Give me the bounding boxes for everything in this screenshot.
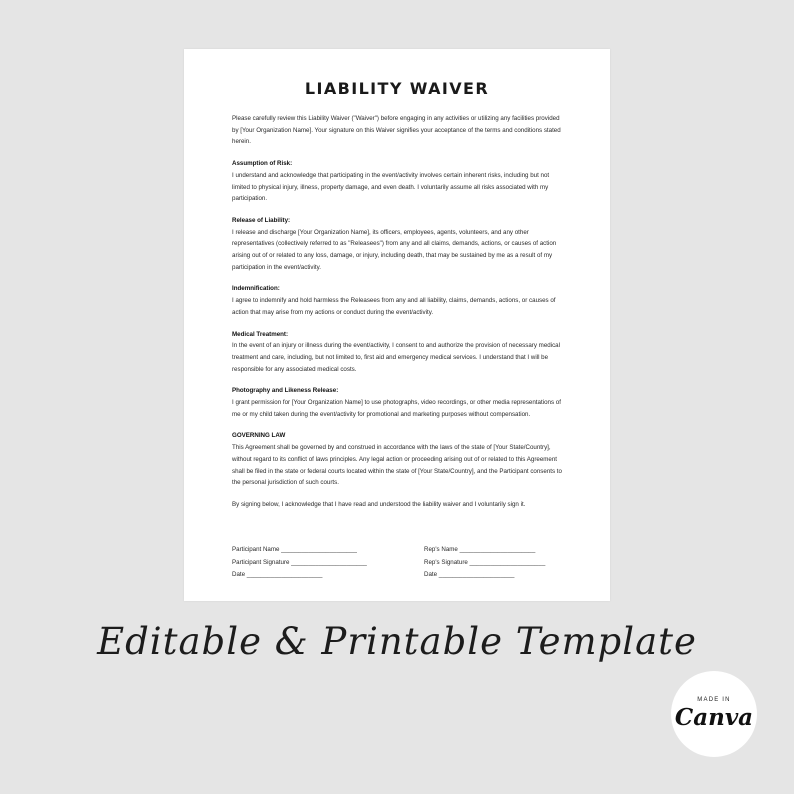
intro-paragraph: Please carefully review this Liability Waiver ("Waiver") before engaging in any activities or utilizing any facilities provided by [Your Organization Name]. Your signature on this Waiver signifies your acceptance of the terms and conditions stated herein. bbox=[232, 115, 561, 146]
canva-logo: Canva bbox=[674, 704, 754, 731]
section-release-of-liability bbox=[232, 215, 564, 274]
participant-date-line: Date ______________________ bbox=[232, 571, 323, 579]
section-text: This Agreement shall be governed by and construed in accordance with the laws of the state of [Your State/Country], without regard to its conflict of laws principles. Any legal action or proceeding arising out of or related to this Agreement shall be filed in the state or federal courts located within the state of [Your State/Country], and the Participant consents to the personal jurisdiction of such courts. bbox=[232, 444, 562, 487]
document-body bbox=[232, 113, 564, 511]
section-medical-treatment bbox=[232, 329, 564, 376]
section-text: In the event of an injury or illness during the event/activity, I consent to and authorize the provision of necessary medical treatment and care, including, but not limited to, first aid and emergency medical services. I understand that I will be responsible for any associated medical costs. bbox=[232, 342, 561, 373]
section-heading: Release of Liability: bbox=[232, 216, 291, 224]
section-heading: Medical Treatment: bbox=[232, 330, 289, 338]
section-heading: Assumption of Risk: bbox=[232, 160, 293, 168]
section-text: I agree to indemnify and hold harmless the Releasees from any and all liability, claims, demands, actions, or causes of action that may arise from my actions or conduct during the event/activity. bbox=[232, 297, 556, 316]
section-heading: GOVERNING LAW bbox=[232, 432, 286, 440]
participant-signature-column bbox=[232, 544, 367, 582]
closing-statement: By signing below, I acknowledge that I have read and understood the liability waiver and I voluntarily sign it. bbox=[232, 500, 526, 508]
participant-signature-line: Participant Signature ______________________ bbox=[232, 558, 367, 566]
rep-signature-line: Rep's Signature ______________________ bbox=[424, 558, 546, 566]
section-photography-release bbox=[232, 385, 564, 420]
section-text: I understand and acknowledge that participating in the event/activity involves certain inherent risks, including but not limited to physical injury, illness, property damage, and even death. I voluntarily assume all risks associated with my participation. bbox=[232, 171, 550, 203]
rep-name-line: Rep's Name ______________________ bbox=[424, 546, 536, 553]
section-assumption-of-risk bbox=[232, 158, 564, 205]
section-heading: Photography and Likeness Release: bbox=[232, 387, 339, 395]
section-heading: Indemnification: bbox=[232, 285, 280, 293]
rep-date-line: Date ______________________ bbox=[424, 571, 515, 579]
badge-made-in-text: MADE IN bbox=[697, 697, 731, 703]
section-text: I release and discharge [Your Organization Name], its officers, employees, agents, volunteers, and any other representatives (collectively referred to as "Releasees") from any and all claims, demands, actions, or causes of action arising out of or related to any loss, damage, or injury, including death, that may be sustained by me as a result of my participation in the event/activity. bbox=[232, 228, 557, 271]
made-in-canva-badge bbox=[671, 671, 757, 757]
section-indemnification bbox=[232, 283, 564, 318]
template-caption: Editable & Printable Template bbox=[97, 620, 697, 663]
rep-signature-column bbox=[424, 544, 545, 582]
document-title: LIABILITY WAIVER bbox=[304, 79, 490, 98]
section-governing-law bbox=[232, 430, 564, 489]
waiver-document bbox=[184, 49, 610, 601]
participant-name-line: Participant Name ______________________ bbox=[232, 546, 357, 553]
section-text: I grant permission for [Your Organization Name] to use photographs, video recordings, or other media representations of me or my child taken during the event/activity for promotional and marketing purposes without compensation. bbox=[232, 399, 561, 418]
